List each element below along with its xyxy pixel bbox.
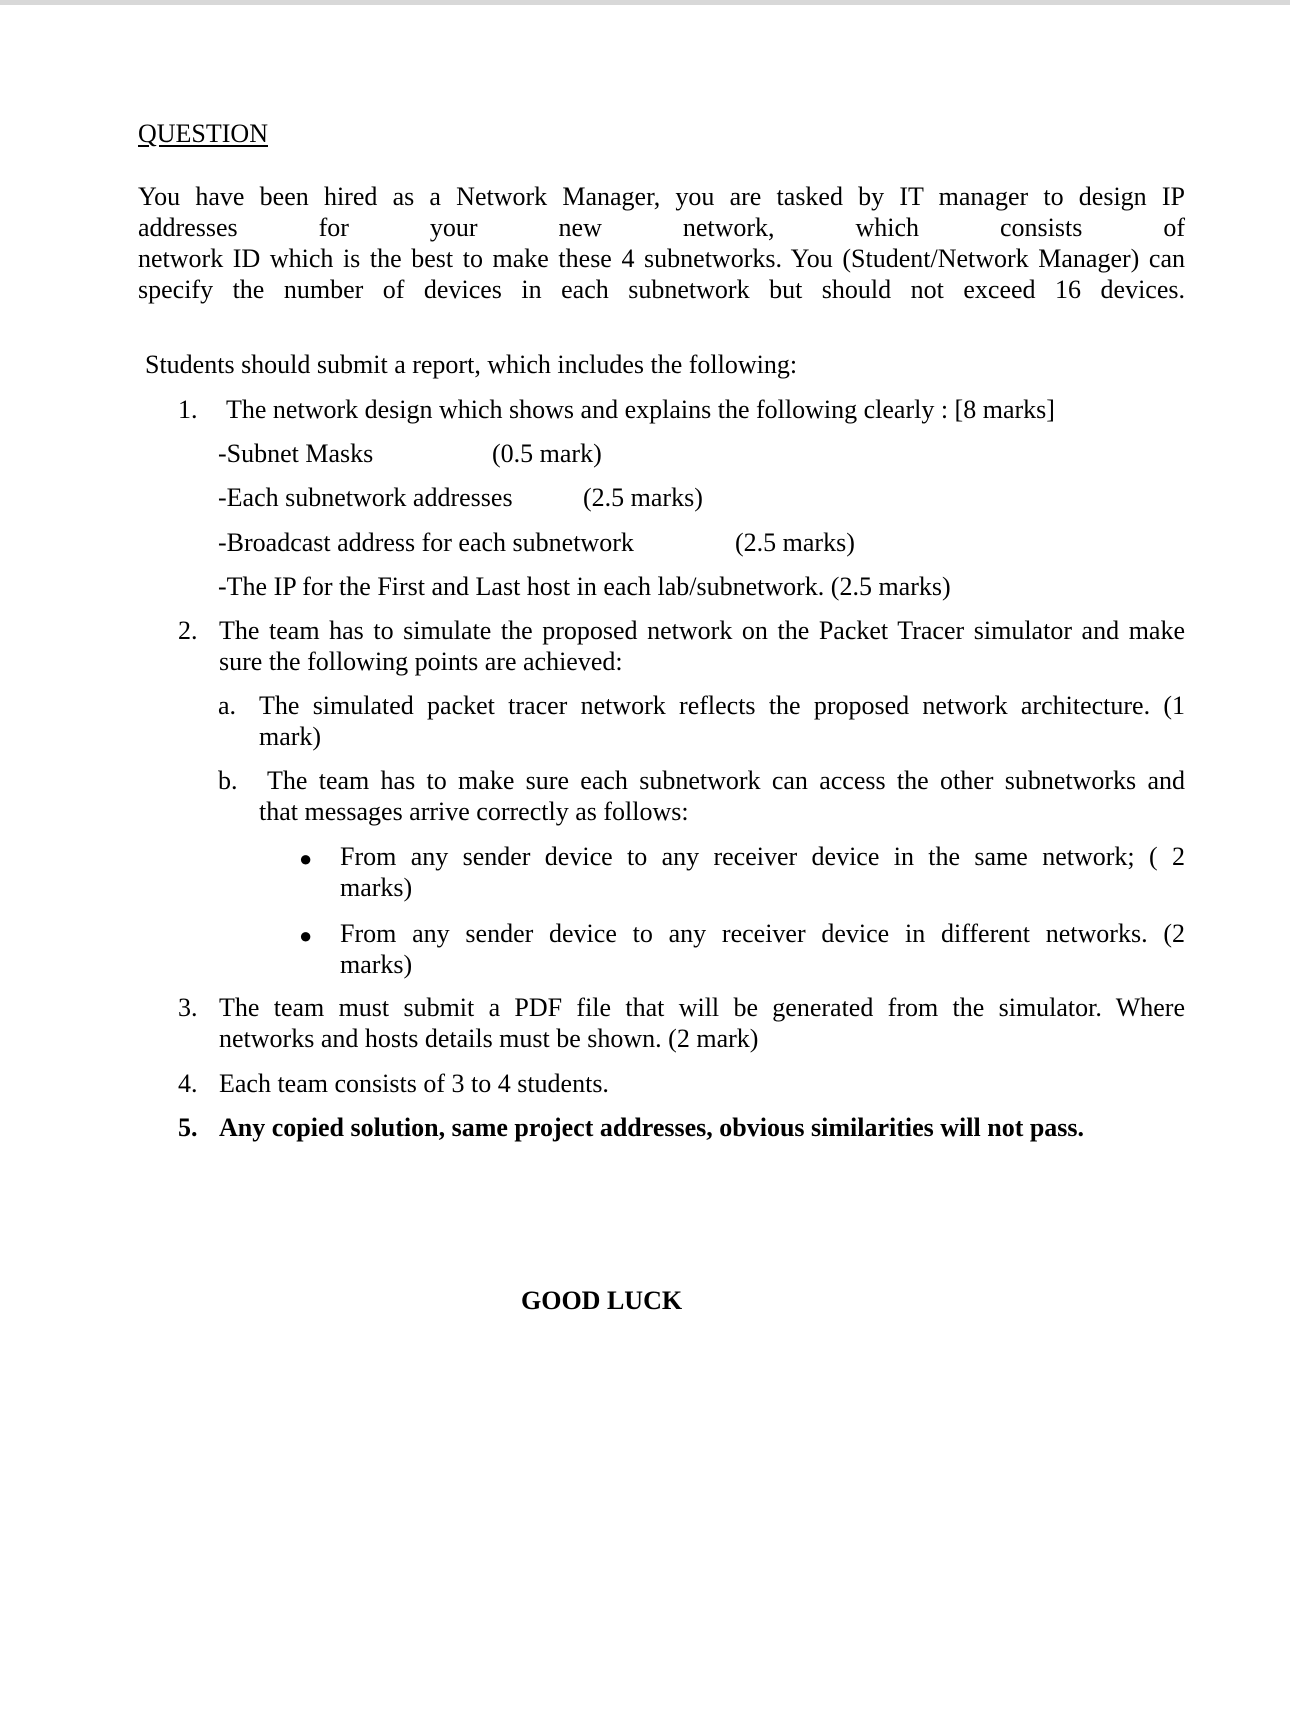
item-2a-line: The simulated packet tracer network reflects the proposed network architecture. (1 bbox=[259, 691, 1185, 720]
item-3-line: The team must submit a PDF file that will be generated from the simulator. Where bbox=[219, 993, 1185, 1022]
item-1-number: 1. bbox=[178, 395, 198, 424]
intro-line: network ID which is the best to make these 4 subnetworks. You (Student/Network Manager) can bbox=[138, 244, 1185, 273]
good-luck-text: GOOD LUCK bbox=[521, 1286, 683, 1315]
bullet-icon: ● bbox=[299, 923, 313, 948]
item-2a-text bbox=[259, 690, 1185, 752]
item-2b-letter: b. bbox=[218, 766, 238, 795]
bullet-line: From any sender device to any receiver device in different networks. (2 bbox=[340, 919, 1185, 948]
bullet-line: marks) bbox=[340, 873, 413, 902]
sub-item-marks: (0.5 mark) bbox=[492, 439, 602, 468]
item-5-text: Any copied solution, same project addresses, obvious similarities will not pass. bbox=[219, 1113, 1085, 1142]
report-intro: Students should submit a report, which includes the following: bbox=[145, 350, 798, 379]
sub-item-label: -Each subnetwork addresses bbox=[218, 483, 513, 512]
bullet-line: marks) bbox=[340, 950, 413, 979]
item-2-text bbox=[219, 615, 1185, 677]
bullet-line: From any sender device to any receiver device in the same network; ( 2 bbox=[340, 842, 1185, 871]
intro-line: You have been hired as a Network Manager, you are tasked by IT manager to design IP bbox=[138, 182, 1185, 211]
item-2-line: sure the following points are achieved: bbox=[219, 647, 623, 676]
item-2-number: 2. bbox=[178, 616, 198, 645]
item-2b-line: that messages arrive correctly as follows: bbox=[259, 797, 689, 826]
bullet-text bbox=[340, 918, 1185, 980]
item-2b-text bbox=[259, 765, 1185, 827]
sub-item-label: -Subnet Masks bbox=[218, 439, 374, 468]
intro-line: specify the number of devices in each subnetwork but should not exceed 16 devices. bbox=[138, 275, 1185, 304]
item-3-line: networks and hosts details must be shown. (2 mark) bbox=[219, 1024, 759, 1053]
sub-item-marks: (2.5 marks) bbox=[735, 528, 855, 557]
top-border bbox=[0, 0, 1290, 5]
question-heading: QUESTION bbox=[138, 119, 268, 148]
bullet-icon: ● bbox=[299, 846, 313, 871]
item-3-number: 3. bbox=[178, 993, 198, 1022]
item-1-text: The network design which shows and explains the following clearly : [8 marks] bbox=[226, 395, 1055, 424]
item-2b-line: The team has to make sure each subnetwork can access the other subnetworks and bbox=[267, 766, 1185, 795]
sub-item-label: -Broadcast address for each subnetwork bbox=[218, 528, 634, 557]
bullet-text bbox=[340, 841, 1185, 903]
item-2a-line: mark) bbox=[259, 722, 322, 751]
item-3-text bbox=[219, 992, 1185, 1054]
sub-item-marks: (2.5 marks) bbox=[583, 483, 703, 512]
item-2a-letter: a. bbox=[218, 691, 237, 720]
item-5-number: 5. bbox=[178, 1113, 198, 1142]
item-4-number: 4. bbox=[178, 1069, 198, 1098]
intro-line: addresses for your new network, which consists of bbox=[138, 213, 1185, 242]
item-4-text: Each team consists of 3 to 4 students. bbox=[219, 1069, 609, 1098]
item-2-line: The team has to simulate the proposed network on the Packet Tracer simulator and make bbox=[219, 616, 1185, 645]
sub-item-label: -The IP for the First and Last host in each lab/subnetwork. (2.5 marks) bbox=[218, 572, 951, 601]
intro-paragraph bbox=[138, 181, 1185, 305]
